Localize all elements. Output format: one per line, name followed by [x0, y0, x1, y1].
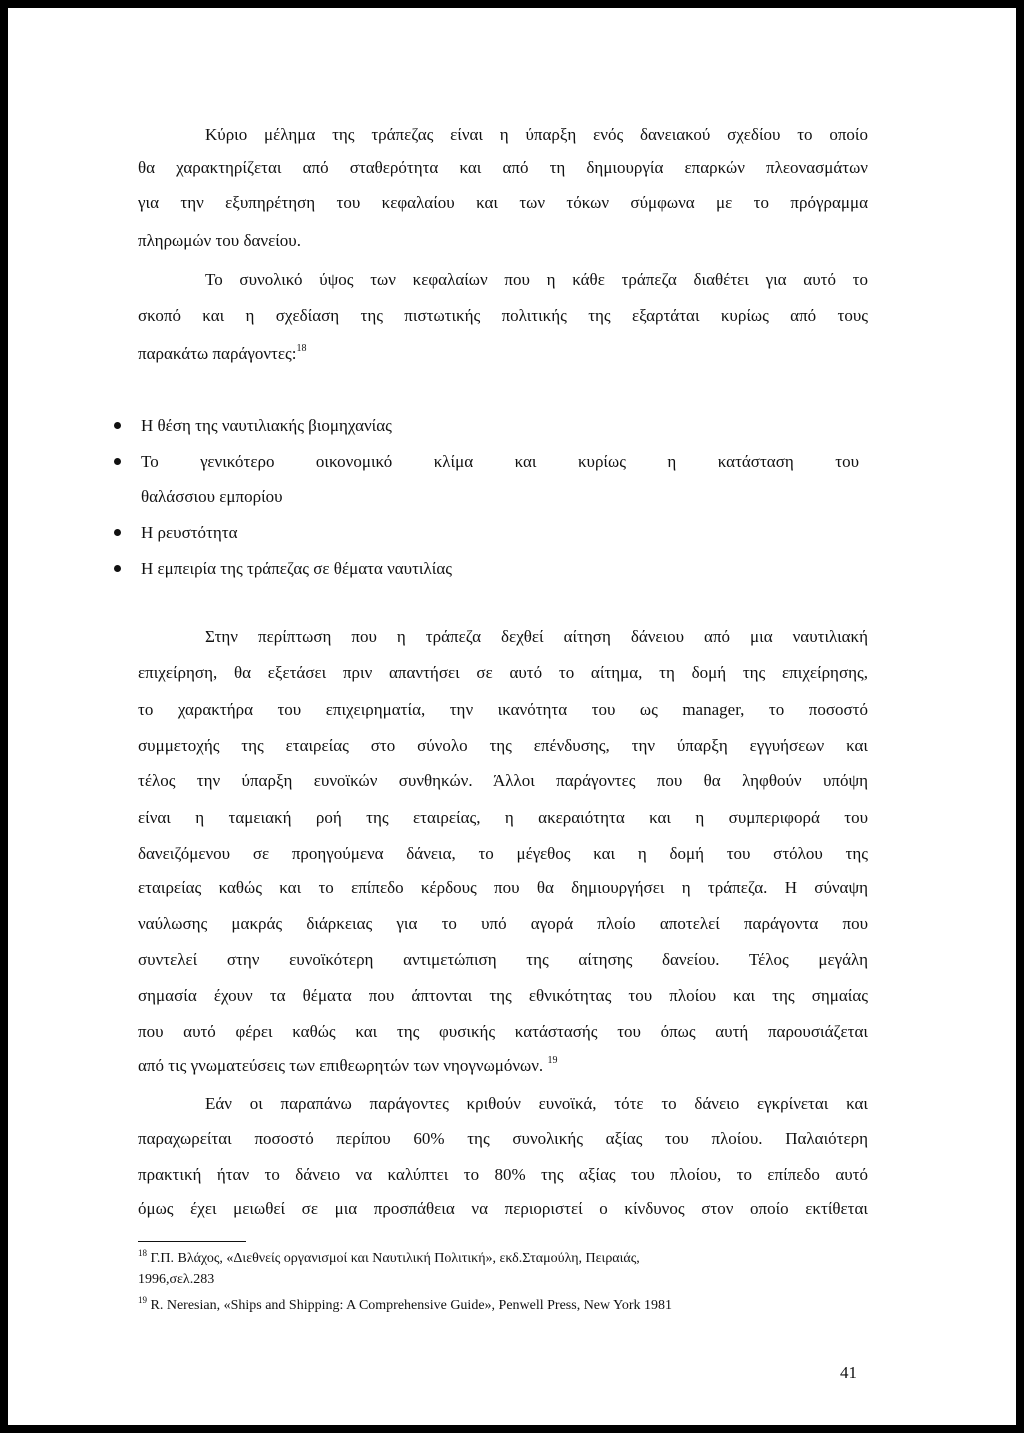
paragraph-1-line: για την εξυπηρέτηση του κεφαλαίου και των τόκων σύμφωνα με το πρόγραμμα [138, 193, 868, 212]
bullet-item: Η θέση της ναυτιλιακής βιομηχανίας [141, 416, 392, 435]
footnote-18 [138, 1250, 878, 1268]
bullet-item: Η ρευστότητα [141, 523, 238, 542]
footnote-number: 18 [138, 1248, 147, 1258]
paragraph-3-line: τέλος την ύπαρξη ευνοϊκών συνθηκών. Άλλοι παράγοντες που θα ληφθούν υπόψη [138, 771, 868, 790]
paragraph-3-line: που αυτό φέρει καθώς και της φυσικής κατάστασής του όπως αυτή παρουσιάζεται [138, 1022, 868, 1041]
footnote-number: 19 [138, 1295, 147, 1305]
paragraph-3-line: συντελεί στην ευνοϊκότερη αντιμετώπιση της αίτησης δανείου. Τέλος μεγάλη [138, 950, 868, 969]
footnote-text: Γ.Π. Βλάχος, «Διεθνείς οργανισμοί και Ναυτιλική Πολιτική», εκδ.Σταμούλη, Πειραιάς, [150, 1251, 640, 1266]
paragraph-3-line: Στην περίπτωση που η τράπεζα δεχθεί αίτηση δάνειου από μια ναυτιλιακή [205, 627, 868, 646]
paragraph-3-line: δανειζόμενου σε προηγούμενα δάνεια, το μέγεθος και η δομή του στόλου της [138, 844, 868, 863]
paragraph-3-line: σημασία έχουν τα θέματα που άπτονται της εθνικότητας του πλοίου και της σημαίας [138, 986, 868, 1005]
bullet-icon [114, 458, 121, 465]
footnote-19 [138, 1297, 878, 1315]
paragraph-3-line: επιχείρηση, θα εξετάσει πριν απαντήσει σε αυτό το αίτημα, τη δομή της επιχείρησης, [138, 663, 868, 682]
paragraph-3-line [138, 1055, 868, 1077]
paragraph-1-line: Κύριο μέλημα της τράπεζας είναι η ύπαρξη ενός δανειακού σχεδίου το οποίο [205, 125, 868, 144]
bullet-item-continuation: θαλάσσιου εμπορίου [141, 487, 283, 506]
footnote-text: R. Neresian, «Ships and Shipping: A Comprehensive Guide», Penwell Press, New York 1981 [150, 1298, 672, 1313]
paragraph-2-line-text: παρακάτω παράγοντες: [138, 344, 297, 363]
paragraph-4-line: όμως έχει μειωθεί σε μια προσπάθεια να περιοριστεί ο κίνδυνος στον οποίο εκτίθεται [138, 1199, 868, 1218]
bullet-icon [114, 422, 121, 429]
paragraph-3-line-text: από τις γνωματεύσεις των επιθεωρητών των νηογνωμόνων. [138, 1056, 544, 1075]
paragraph-1-line: θα χαρακτηρίζεται από σταθερότητα και από τη δημιουργία επαρκών πλεονασμάτων [138, 158, 868, 177]
footnote-18-continuation: 1996,σελ.283 [138, 1272, 215, 1287]
page-number: 41 [840, 1363, 857, 1382]
paragraph-3-line: εταιρείας καθώς και το επίπεδο κέρδους που θα δημιουργήσει η τράπεζα. Η σύναψη [138, 878, 868, 897]
document-page [8, 8, 1016, 1425]
bullet-icon [114, 529, 121, 536]
footnote-separator [138, 1241, 246, 1242]
paragraph-3-line: είναι η ταμειακή ροή της εταιρείας, η ακεραιότητα και η συμπεριφορά του [138, 808, 868, 827]
paragraph-2-line: Το συνολικό ύψος των κεφαλαίων που η κάθε τράπεζα διαθέτει για αυτό το [205, 270, 868, 289]
footnote-ref-18[interactable]: 18 [296, 343, 307, 354]
paragraph-4-line: πρακτική ήταν το δάνειο να καλύπτει το 80% της αξίας του πλοίου, το επίπεδο αυτό [138, 1165, 868, 1184]
paragraph-2-line: σκοπό και η σχεδίαση της πιστωτικής πολιτικής της εξαρτάται κυρίως από τους [138, 306, 868, 325]
paragraph-3-line: ναύλωσης μακράς διάρκειας για το υπό αγορά πλοίο αποτελεί παράγοντα που [138, 914, 868, 933]
paragraph-3-line: το χαρακτήρα του επιχειρηματία, την ικανότητα του ως manager, το ποσοστό [138, 700, 868, 719]
paragraph-4-line: παραχωρείται ποσοστό περίπου 60% της συνολικής αξίας του πλοίου. Παλαιότερη [138, 1129, 868, 1148]
bullet-icon [114, 565, 121, 572]
paragraph-2-line [138, 343, 868, 365]
bullet-item: Η εμπειρία της τράπεζας σε θέματα ναυτιλίας [141, 559, 452, 578]
paragraph-4-line: Εάν οι παραπάνω παράγοντες κριθούν ευνοϊκά, τότε το δάνειο εγκρίνεται και [205, 1094, 868, 1113]
paragraph-3-line: συμμετοχής της εταιρείας στο σύνολο της επένδυσης, την ύπαρξη εγγυήσεων και [138, 736, 868, 755]
paragraph-1-line: πληρωμών του δανείου. [138, 231, 301, 250]
footnote-ref-19[interactable]: 19 [547, 1055, 558, 1066]
bullet-item: Το γενικότερο οικονομικό κλίμα και κυρίως η κατάσταση του [141, 452, 859, 471]
